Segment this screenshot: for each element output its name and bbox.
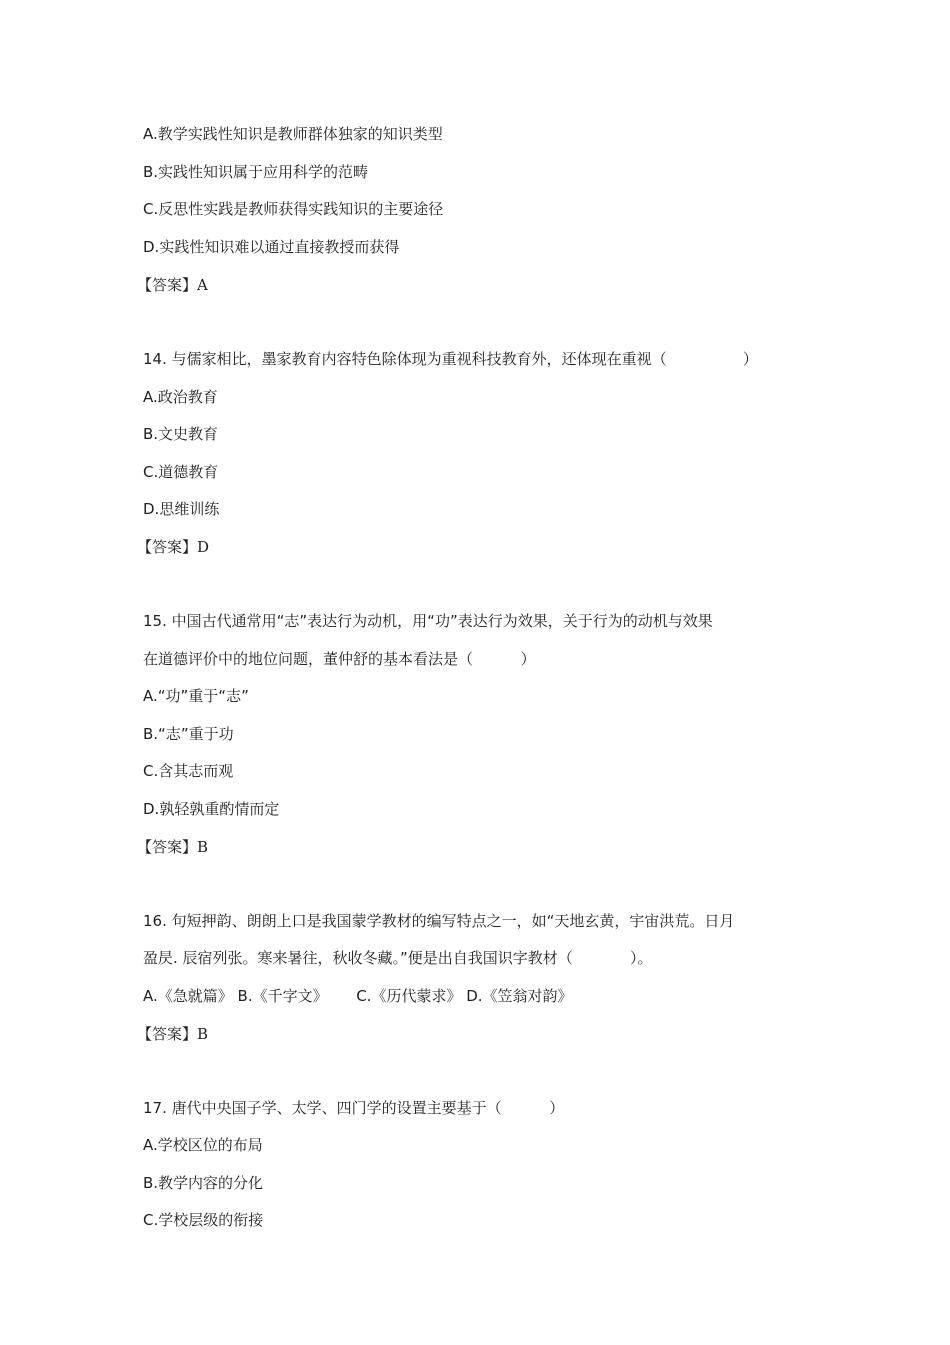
q15-option-d: D.孰轻孰重酌情而定	[143, 800, 280, 818]
q13-option-c: C.反思性实践是教师获得实践知识的主要途径	[143, 200, 444, 218]
q17-stem: 17. 唐代中央国子学、太学、四门学的设置主要基于（ ）	[143, 1099, 565, 1117]
q14-option-b: B.文史教育	[143, 425, 219, 443]
q14-option-d: D.思维训练	[143, 500, 220, 518]
q17-option-b: B.教学内容的分化	[143, 1174, 264, 1192]
q14-stem: 14. 与儒家相比，墨家教育内容特色除体现为重视科技教育外，还体现在重视（ ）	[143, 350, 758, 368]
q13-option-a: A.教学实践性知识是教师群体独家的知识类型	[143, 125, 443, 143]
q15-stem-line2: 在道德评价中的地位问题，董仲舒的基本看法是（ ）	[143, 650, 536, 668]
q15-option-c: C.含其志而观	[143, 762, 234, 780]
q15-answer: 【答案】B	[137, 838, 209, 856]
q15-stem-line1: 15. 中国古代通常用“志”表达行为动机，用“功”表达行为效果，关于行为的动机与效果	[143, 612, 713, 630]
q15-option-b: B.“志”重于功	[143, 725, 234, 743]
q13-answer: 【答案】A	[137, 276, 208, 294]
q17-option-a: A.学校区位的布局	[143, 1136, 263, 1154]
q15-option-a: A.“功”重于“志”	[143, 687, 249, 705]
q14-option-c: C.道德教育	[143, 463, 219, 481]
q16-options: A.《急就篇》 B.《千字文》 C.《历代蒙求》 D.《笠翁对韵》	[143, 987, 573, 1005]
q17-option-c: C.学校层级的衔接	[143, 1211, 264, 1229]
q13-option-d: D.实践性知识难以通过直接教授而获得	[143, 238, 400, 256]
q14-option-a: A.政治教育	[143, 388, 218, 406]
q16-stem-line2: 盈昃. 辰宿列张。寒来暑往，秋收冬藏。”便是出自我国识字教材（ ）。	[143, 949, 653, 967]
q16-stem-line1: 16. 句短押韵、朗朗上口是我国蒙学教材的编写特点之一，如“天地玄黄，宇宙洪荒。日月	[143, 912, 735, 930]
q13-option-b: B.实践性知识属于应用科学的范畴	[143, 163, 369, 181]
q16-answer: 【答案】B	[137, 1025, 209, 1043]
q14-answer: 【答案】D	[137, 538, 210, 556]
